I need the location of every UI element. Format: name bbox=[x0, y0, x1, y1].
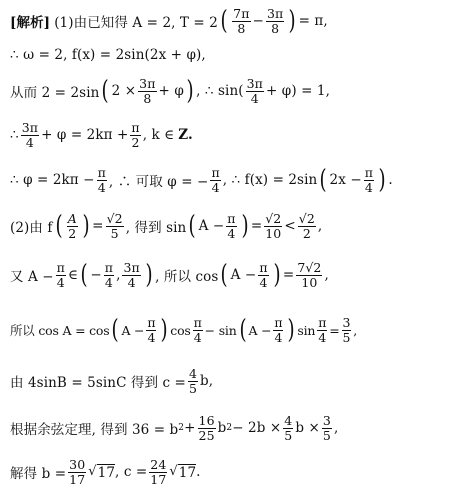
fraction: $\frac{\pi}{4}$ bbox=[318, 315, 327, 345]
solution-line-5: ∴ φ = 2kπ − $\frac{\pi}{4}$ , ∴ 可取 φ = − $\frac{\pi}{4}$ , ∴ f(x) = 2sin ( 2x − $\frac{\pi}{4}$ ) . bbox=[10, 165, 393, 195]
solution-line-2 bbox=[10, 44, 453, 66]
fraction: $\frac{3\pi}{4}$ bbox=[21, 120, 39, 150]
fraction: $\frac{\pi}{2}$ bbox=[131, 120, 140, 150]
fraction: $\frac{\pi}{4}$ bbox=[211, 165, 220, 195]
fraction: $\frac{\pi}{4}$ bbox=[259, 260, 268, 290]
fraction: $\frac{\pi}{4}$ bbox=[227, 211, 236, 241]
fraction: $\frac{16}{25}$ bbox=[198, 413, 215, 443]
solution-line-4: ∴ $\frac{3\pi}{4}$ + φ = 2kπ + $\frac{\pi}{2}$ , k ∈ Z. bbox=[10, 120, 193, 150]
analysis-tag: [解析] bbox=[10, 15, 51, 31]
fraction: $\frac{3}{5}$ bbox=[342, 315, 351, 345]
fraction: $\frac{A}{2}$ bbox=[67, 211, 77, 241]
square-root: √ 17 bbox=[88, 463, 116, 481]
fraction: $\frac{\pi}{4}$ bbox=[193, 315, 202, 345]
fraction: $\frac{7\pi}{8}$ bbox=[233, 6, 250, 36]
fraction: $\frac{24}{17}$ bbox=[150, 457, 167, 487]
solution-line-7: 又 A − $\frac{\pi}{4}$ ∈ ( − $\frac{\pi}{4}$ , $\frac{3\pi}{4}$ ) , 所以 cos ( A − $\frac{\pi}{4}$ ) = $\frac{7√2}{10}$ , bbox=[10, 260, 329, 290]
fraction: $\frac{\pi}{4}$ bbox=[97, 165, 106, 195]
fraction: $\frac{3}{5}$ bbox=[322, 413, 331, 443]
fraction: $\frac{\pi}{4}$ bbox=[147, 315, 156, 345]
fraction: $\frac{3\pi}{4}$ bbox=[246, 76, 263, 106]
fraction: $\frac{\pi}{4}$ bbox=[274, 315, 283, 345]
fraction: $\frac{\pi}{4}$ bbox=[104, 260, 114, 290]
solution-line-11: 解得 b = $\frac{30}{17}$ √ 17 , c = $\frac{24}{17}$ √ 17 . bbox=[10, 457, 201, 487]
fraction: $\frac{√2}{5}$ bbox=[106, 211, 123, 241]
fraction: $\frac{7√2}{10}$ bbox=[297, 260, 322, 290]
fraction: $\frac{√2}{10}$ bbox=[265, 211, 282, 241]
fraction: $\frac{4}{5}$ bbox=[284, 413, 293, 443]
fraction: $\frac{3\pi}{4}$ bbox=[123, 260, 140, 290]
fraction: $\frac{3\pi}{8}$ bbox=[266, 6, 284, 36]
solution-line-1: [解析] (1)由已知得 A = 2, T = 2 ( $\frac{7\pi}{8}$ − $\frac{3\pi}{8}$ ) = π, bbox=[10, 6, 328, 36]
fraction: $\frac{\pi}{4}$ bbox=[364, 165, 374, 195]
fraction: $\frac{4}{5}$ bbox=[188, 366, 198, 396]
text: (1)由已知得 A = 2, T = 2 bbox=[54, 15, 218, 31]
fraction: $\frac{3\pi}{8}$ bbox=[139, 76, 156, 106]
solution-line-6: (2)由 f ( $\frac{A}{2}$ ) = $\frac{√2}{5}$ , 得到 sin ( A − $\frac{\pi}{4}$ ) = $\frac{√2}{10}$ < $\frac{√2}{2}$ , bbox=[10, 211, 323, 241]
text: ∴ ω = 2, f(x) = 2sin(2x + φ), bbox=[10, 47, 206, 63]
solution-line-9: 由 4sinB = 5sinC 得到 c = $\frac{4}{5}$ b, bbox=[10, 366, 214, 396]
fraction: $\frac{30}{17}$ bbox=[69, 457, 86, 487]
square-root: √ 17 bbox=[169, 463, 197, 481]
solution-line-3: 从而 2 = 2sin ( 2 × $\frac{3\pi}{8}$ + φ ) , ∴ sin( $\frac{3\pi}{4}$ + φ) = 1, bbox=[10, 76, 330, 106]
solution-line-10: 根据余弦定理, 得到 36 = b 2 + $\frac{16}{25}$ b 2 − 2b × $\frac{4}{5}$ b × $\frac{3}{5}$ , bbox=[10, 413, 339, 443]
fraction: $\frac{√2}{2}$ bbox=[298, 211, 315, 241]
fraction: $\frac{\pi}{4}$ bbox=[56, 260, 65, 290]
solution-line-8: 所以 cos A = cos ( A − $\frac{\pi}{4}$ ) cos $\frac{\pi}{4}$ − sin ( A − $\frac{\pi}{4}$ ) sin $\frac{\pi}{4}$ = $\frac{3}{5}$ , bbox=[10, 315, 358, 345]
